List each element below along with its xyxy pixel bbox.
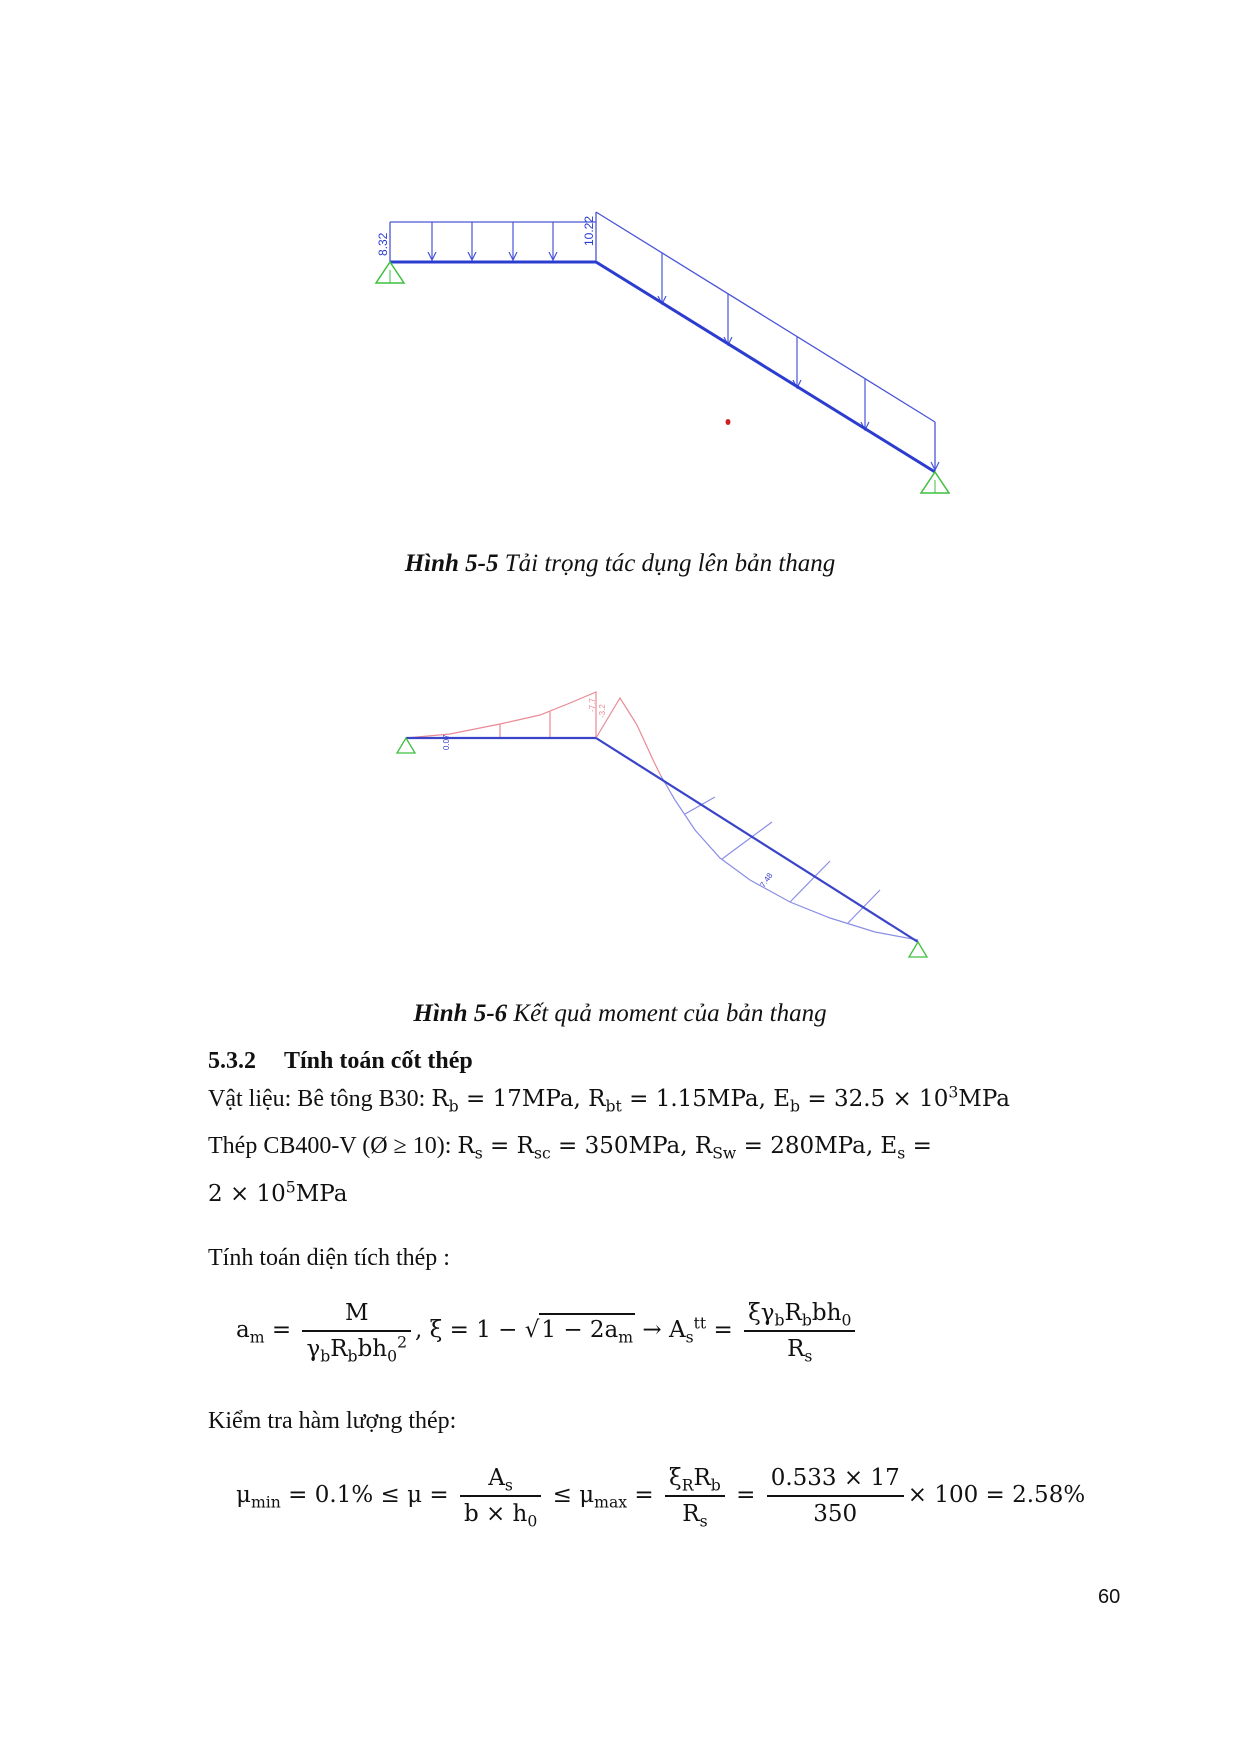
- es-value: 2 × 10: [208, 1181, 286, 1207]
- steel-line: Thép CB400-V (Ø ≥ 10): $R_s = R_{sc} = 350MPa$, $R_{Sw} = 280MPa$, $E_s$ =: [208, 1133, 932, 1163]
- concrete-label: Vật liệu: Bê tông B30:: [208, 1086, 432, 1112]
- moment-label-b: -3.2: [598, 704, 607, 718]
- area-calc-text: Tính toán diện tích thép :: [208, 1245, 450, 1271]
- concrete-line: Vật liệu: Bê tông B30: $R_b = 17MPa$, $R_{bt} = 1.15MPa$, $E_b = 32.5 \times 10^3MPa$: [208, 1082, 1010, 1116]
- mu-min-value: 0.1%: [314, 1482, 374, 1508]
- rbt-value: 1.15MPa: [655, 1086, 759, 1112]
- load-label-left: 8.32: [376, 232, 390, 256]
- steel-label: Thép CB400-V (Ø ≥ 10):: [208, 1133, 458, 1159]
- figure-caption-text: Kết quả moment của bản thang: [507, 1000, 827, 1027]
- section-heading: [208, 1048, 473, 1075]
- es-exponent: 5: [285, 1177, 296, 1197]
- figure-caption-text: Tải trọng tác dụng lên bản thang: [498, 550, 836, 577]
- figure-caption-label: Hình 5-6: [413, 1000, 508, 1027]
- section-number: 5.3.2: [208, 1048, 256, 1074]
- figure-caption-2: [0, 1000, 1240, 1028]
- ratio-check-text: Kiểm tra hàm lượng thép:: [208, 1408, 457, 1434]
- formula-area: $a_m$ = $\frac{M}{\gamma_bR_bbh_0^2}$ , $\xi = 1 - √1 - 2a_m \to A_s^{tt}$ = $\frac{\xi\gamma_bR_bbh_0}{R_s}$: [236, 1300, 859, 1362]
- es-unit: MPa: [295, 1181, 348, 1207]
- rs-value: 350MPa: [584, 1133, 681, 1159]
- denominator-value: 350: [813, 1501, 858, 1527]
- page-number: 60: [1098, 1586, 1121, 1608]
- moment-diagram: [390, 680, 950, 980]
- rsw-value: 280MPa: [770, 1133, 866, 1159]
- moment-label-a: -7.7: [588, 698, 597, 712]
- numerator-value: 0.533 × 17: [767, 1465, 904, 1497]
- es-line: [208, 1177, 348, 1208]
- moment-label-left: 0.07: [442, 734, 451, 750]
- figure-caption-1: [0, 550, 1240, 578]
- formula-ratio: $\mu_{min} = 0.1\% \le \mu$ = $\frac{A_s}{b \times h_0}$ ≤ $\mu_{max}$ = $\frac{\xi_RR_b}{R_s}$ = $\frac{0.533 \times 17}{350}$ × 100 = 2.58%: [236, 1465, 1086, 1531]
- load-label-right: 10.22: [582, 215, 596, 246]
- ratio-result: × 100 = 2.58%: [907, 1482, 1086, 1508]
- rb-value: 17MPa: [492, 1086, 574, 1112]
- moment-label-span: 7.48: [758, 871, 775, 890]
- eb-exponent: 3: [948, 1082, 959, 1102]
- load-diagram: [360, 200, 960, 520]
- eb-unit: MPa: [958, 1086, 1010, 1112]
- eb-value: 32.5 × 10: [833, 1086, 949, 1112]
- figure-caption-label: Hình 5-5: [404, 550, 499, 577]
- section-title: Tính toán cốt thép: [284, 1048, 473, 1074]
